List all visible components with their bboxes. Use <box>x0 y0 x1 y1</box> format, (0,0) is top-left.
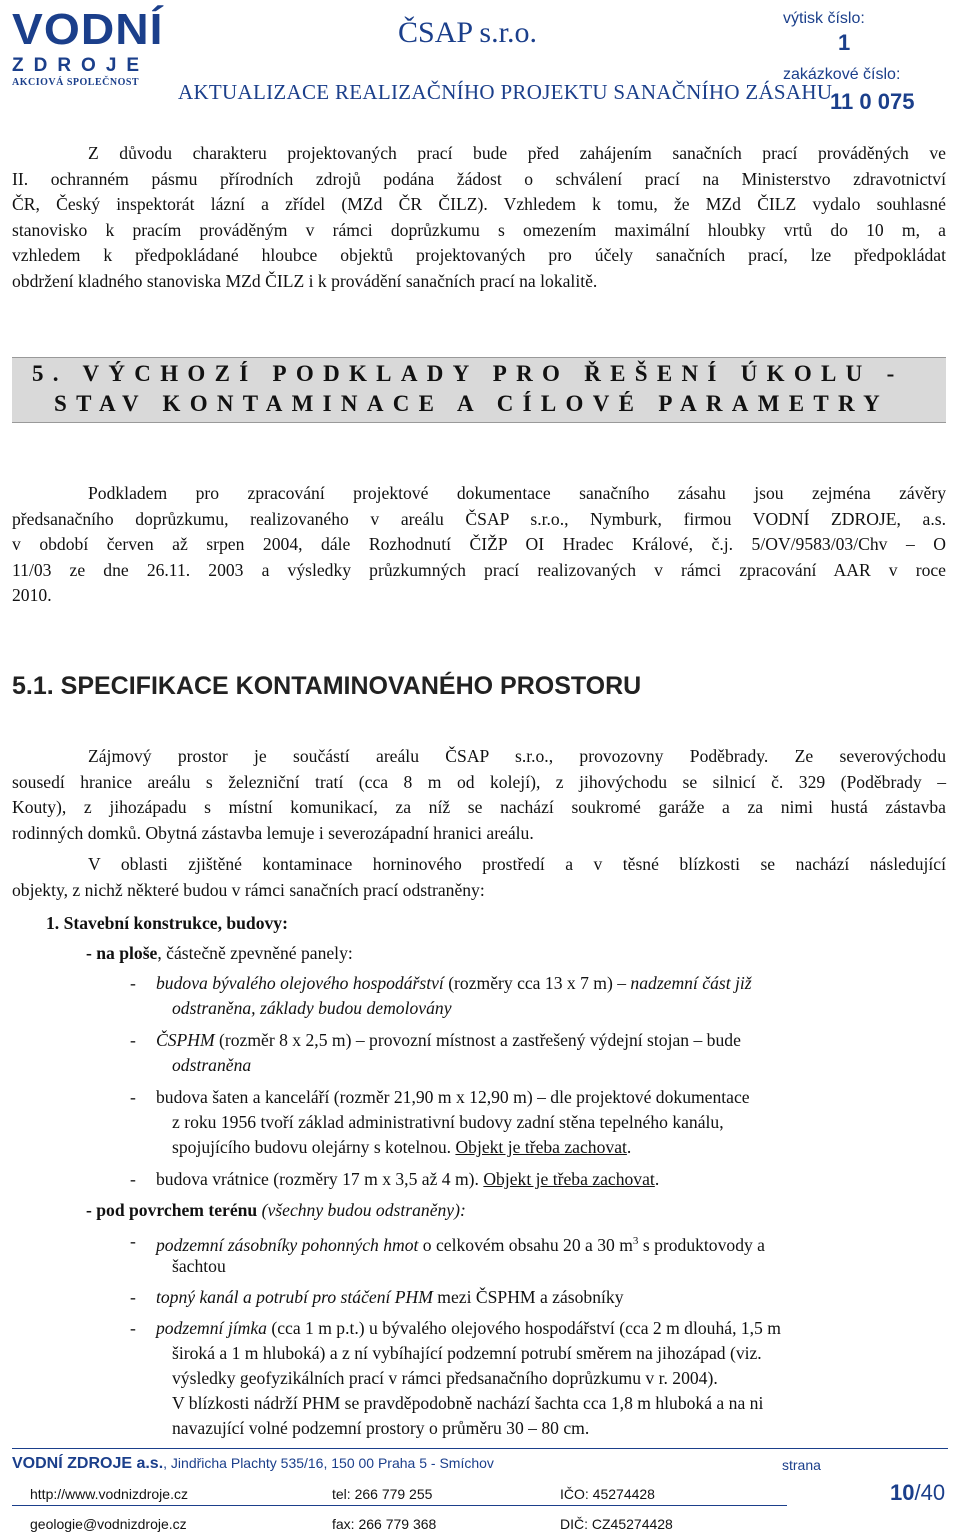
list-dash: - <box>130 1087 136 1107</box>
text-line: Z důvodu charakteru projektovaných prací bude před zahájením sanačních prací prováděných ve <box>88 143 946 163</box>
order-label: zakázkové číslo: <box>783 66 901 83</box>
list-dash: - <box>130 1287 136 1307</box>
text-line: Podkladem pro zpracování projektové dokumentace sanačního zásahu jsou zejména závěry <box>88 483 946 503</box>
list-item <box>156 1316 781 1342</box>
intro-paragraph <box>12 141 946 294</box>
text-line: 11/03 ze dne 26.11. 2003 a výsledky průzkumných prací realizovaných v rámci zpracování AAR v roce <box>12 559 946 580</box>
footer-email-link[interactable]: geologie@vodnizdroje.cz <box>30 1516 187 1532</box>
footer-rule <box>12 1448 948 1449</box>
oblast-paragraph <box>12 852 946 903</box>
text-line: předsanačního doprůzkumu, realizovaného v areálu ČSAP s.r.o., Nymburk, firmou VODNÍ ZDROJE, a.s. <box>12 508 946 529</box>
item-text: (cca 1 m p.t.) u bývalého olejového hospodářství (cca 2 m dlouhá, 1,5 m <box>266 1318 781 1338</box>
item-text: mezi ČSPHM a zásobníky <box>432 1287 624 1307</box>
list-item-cont: odstraněna, základy budou demolovány <box>172 998 452 1018</box>
subheading-bold: - pod povrchem terénu <box>86 1200 258 1220</box>
subheading-rest: (všechny budou odstraněny): <box>257 1200 466 1220</box>
item-note: Objekt je třeba zachovat <box>455 1137 627 1157</box>
text-line: vzhledem k předpokládané hloubce objektů projektovaných pro účely sanačních prací, lze předpokládat <box>12 245 946 265</box>
logo-company-type: AKCIOVÁ SPOLEČNOST <box>12 77 140 88</box>
list-dash: - <box>130 1231 136 1251</box>
heading-line-1: 5. VÝCHOZÍ PODKLADY PRO ŘEŠENÍ ÚKOLU - <box>32 361 904 386</box>
logo-sub: ZDROJE <box>12 55 150 76</box>
item-text: . <box>654 1169 660 1189</box>
zajmovy-paragraph <box>12 744 946 846</box>
footer-page-number <box>890 1480 945 1506</box>
print-label: výtisk číslo: <box>783 10 865 27</box>
list-item-cont: V blízkosti nádrží PHM se pravděpodobně nachází šachta cca 1,8 m hluboká a na ni <box>172 1393 764 1413</box>
text-line: II. ochranném pásmu přírodních zdrojů podána žádost o schválení prací na Ministerstvo zdravotnictví <box>12 168 946 189</box>
footer-separator <box>12 1505 787 1506</box>
list-item <box>156 1229 765 1258</box>
list-item <box>156 1285 624 1311</box>
page-current: 10 <box>890 1480 915 1505</box>
subheading-bold: - na ploše <box>86 943 158 963</box>
footer-company-line <box>12 1455 494 1473</box>
company-logo <box>12 5 164 108</box>
text-line: sousedí hranice areálu s železniční tratí (cca 8 m od kolejí), z jihovýchodu se silnicí č. 329 (Poděbrady – <box>12 771 946 792</box>
list-subheading-surface <box>86 941 353 967</box>
list-item-cont: odstraněna <box>172 1055 252 1075</box>
superscript: 3 <box>632 1235 639 1247</box>
footer-phone: tel: 266 779 255 <box>332 1486 433 1502</box>
podklady-paragraph <box>12 481 946 609</box>
list-item: budova šaten a kanceláří (rozměr 21,90 m x 12,90 m) – dle projektové dokumentace <box>156 1087 750 1107</box>
page-total: /40 <box>914 1480 946 1505</box>
item-text: budova vrátnice (rozměry 17 m x 3,5 až 4 m). <box>156 1169 484 1189</box>
list-item <box>156 1167 659 1193</box>
list-dash: - <box>130 1318 136 1338</box>
item-text: podzemní jímka <box>156 1318 267 1338</box>
logo-word: VODNÍ <box>12 5 164 54</box>
footer-dic: DIČ: CZ45274428 <box>560 1516 673 1532</box>
project-title: AKTUALIZACE REALIZAČNÍHO PROJEKTU SANAČNÍHO ZÁSAHU <box>178 80 833 104</box>
section-5-heading <box>12 357 946 423</box>
item-text: s produktovody a <box>638 1234 765 1255</box>
footer-company: VODNÍ ZDROJE a.s. <box>12 1455 164 1472</box>
text-line: rodinných domků. Obytná zástavba lemuje i severozápadní hranici areálu. <box>12 822 534 843</box>
print-value: 1 <box>838 30 851 55</box>
list-item <box>156 971 946 997</box>
text-line: stanovisko k pracím prováděným v rámci doprůzkumu s omezením maximální hloubky vrtů do 10 m, a <box>12 219 946 240</box>
subheading-rest: , částečně zpevněné panely: <box>157 943 353 963</box>
order-value: 11 0 075 <box>830 89 915 114</box>
list-item-cont: široká a 1 m hluboká) a z ní vybíhající podzemní potrubí směrem na jihozápad (viz. <box>172 1343 762 1363</box>
item-text: podzemní zásobníky pohonných hmot <box>156 1234 419 1255</box>
text-line: 2010. <box>12 585 52 605</box>
list-dash: - <box>130 973 136 993</box>
list-dash: - <box>130 1030 136 1050</box>
item-text: (rozměry cca 13 x 7 m) – <box>443 973 631 993</box>
text-line: V oblasti zjištěné kontaminace horninového prostředí a v těsné blízkosti se nachází následující <box>88 854 946 874</box>
text-line: Zájmový prostor je součástí areálu ČSAP s.r.o., provozovny Poděbrady. Ze severovýchodu <box>88 746 946 766</box>
list-item-cont <box>172 1135 631 1161</box>
text-line: Kouty), z jihozápadu s místní komunikací, za níž se nachází soukromé garáže a za nimi hustá zástavba <box>12 797 946 817</box>
list-dash: - <box>130 1169 136 1189</box>
section-5-1-heading: 5.1. SPECIFIKACE KONTAMINOVANÉHO PROSTORU <box>12 672 642 700</box>
footer-page-label: strana <box>782 1457 821 1473</box>
item-text: nadzemní část již <box>630 973 752 993</box>
item-text: o celkovém obsahu 20 a 30 m <box>418 1234 633 1255</box>
text-line: objekty, z nichž některé budou v rámci sanačních prací odstraněny: <box>12 879 485 900</box>
text-line: v období červen až srpen 2004, dále Rozhodnutí ČIŽP OI Hradec Králové, č.j. 5/OV/9583/03/Chv – O <box>12 534 946 554</box>
item-text: budova bývalého olejového hospodářství <box>156 973 444 993</box>
item-text: . <box>626 1137 632 1157</box>
item-text: ČSPHM <box>156 1030 215 1050</box>
footer-fax: fax: 266 779 368 <box>332 1516 437 1532</box>
list-item-cont: výsledky geofyzikálních prací v rámci předsanačního doprůzkumu v r. 2004). <box>172 1368 718 1388</box>
item-text: spojujícího budovu olejárny s kotelnou. <box>172 1137 456 1157</box>
list-item-cont: z roku 1956 tvoří základ administrativní budovy zadní stěna tepelného kanálu, <box>172 1112 724 1132</box>
list-item <box>156 1028 741 1054</box>
heading-line-2: STAV KONTAMINACE A CÍLOVÉ PARAMETRY <box>54 391 890 416</box>
item-text: topný kanál a potrubí pro stáčení PHM <box>156 1287 433 1307</box>
text-line: obdržení kladného stanoviska MZd ČILZ i k provádění sanačních prací na lokalitě. <box>12 270 598 291</box>
list-item-cont: šachtou <box>172 1256 226 1276</box>
list-subheading-underground <box>86 1198 466 1224</box>
footer-ico: IČO: 45274428 <box>560 1486 655 1502</box>
item-note: Objekt je třeba zachovat <box>483 1169 655 1189</box>
client-name: ČSAP s.r.o. <box>398 16 537 49</box>
footer-address: , Jindřicha Plachty 535/16, 150 00 Praha 5 - Smíchov <box>163 1455 494 1471</box>
item-text: (rozměr 8 x 2,5 m) – provozní místnost a zastřešený výdejní stojan – bude <box>214 1030 741 1050</box>
list-item-cont: navazující volné podzemní prostory o průměru 30 – 80 cm. <box>172 1418 590 1438</box>
list-heading-structures: 1. Stavební konstrukce, budovy: <box>46 913 288 933</box>
footer-web-link[interactable]: http://www.vodnizdroje.cz <box>30 1486 188 1502</box>
text-line: ČR, Český inspektorát lázní a zřídel (MZd ČR ČILZ). Vzhledem k tomu, že MZd ČILZ vydalo souhlasné <box>12 194 946 214</box>
